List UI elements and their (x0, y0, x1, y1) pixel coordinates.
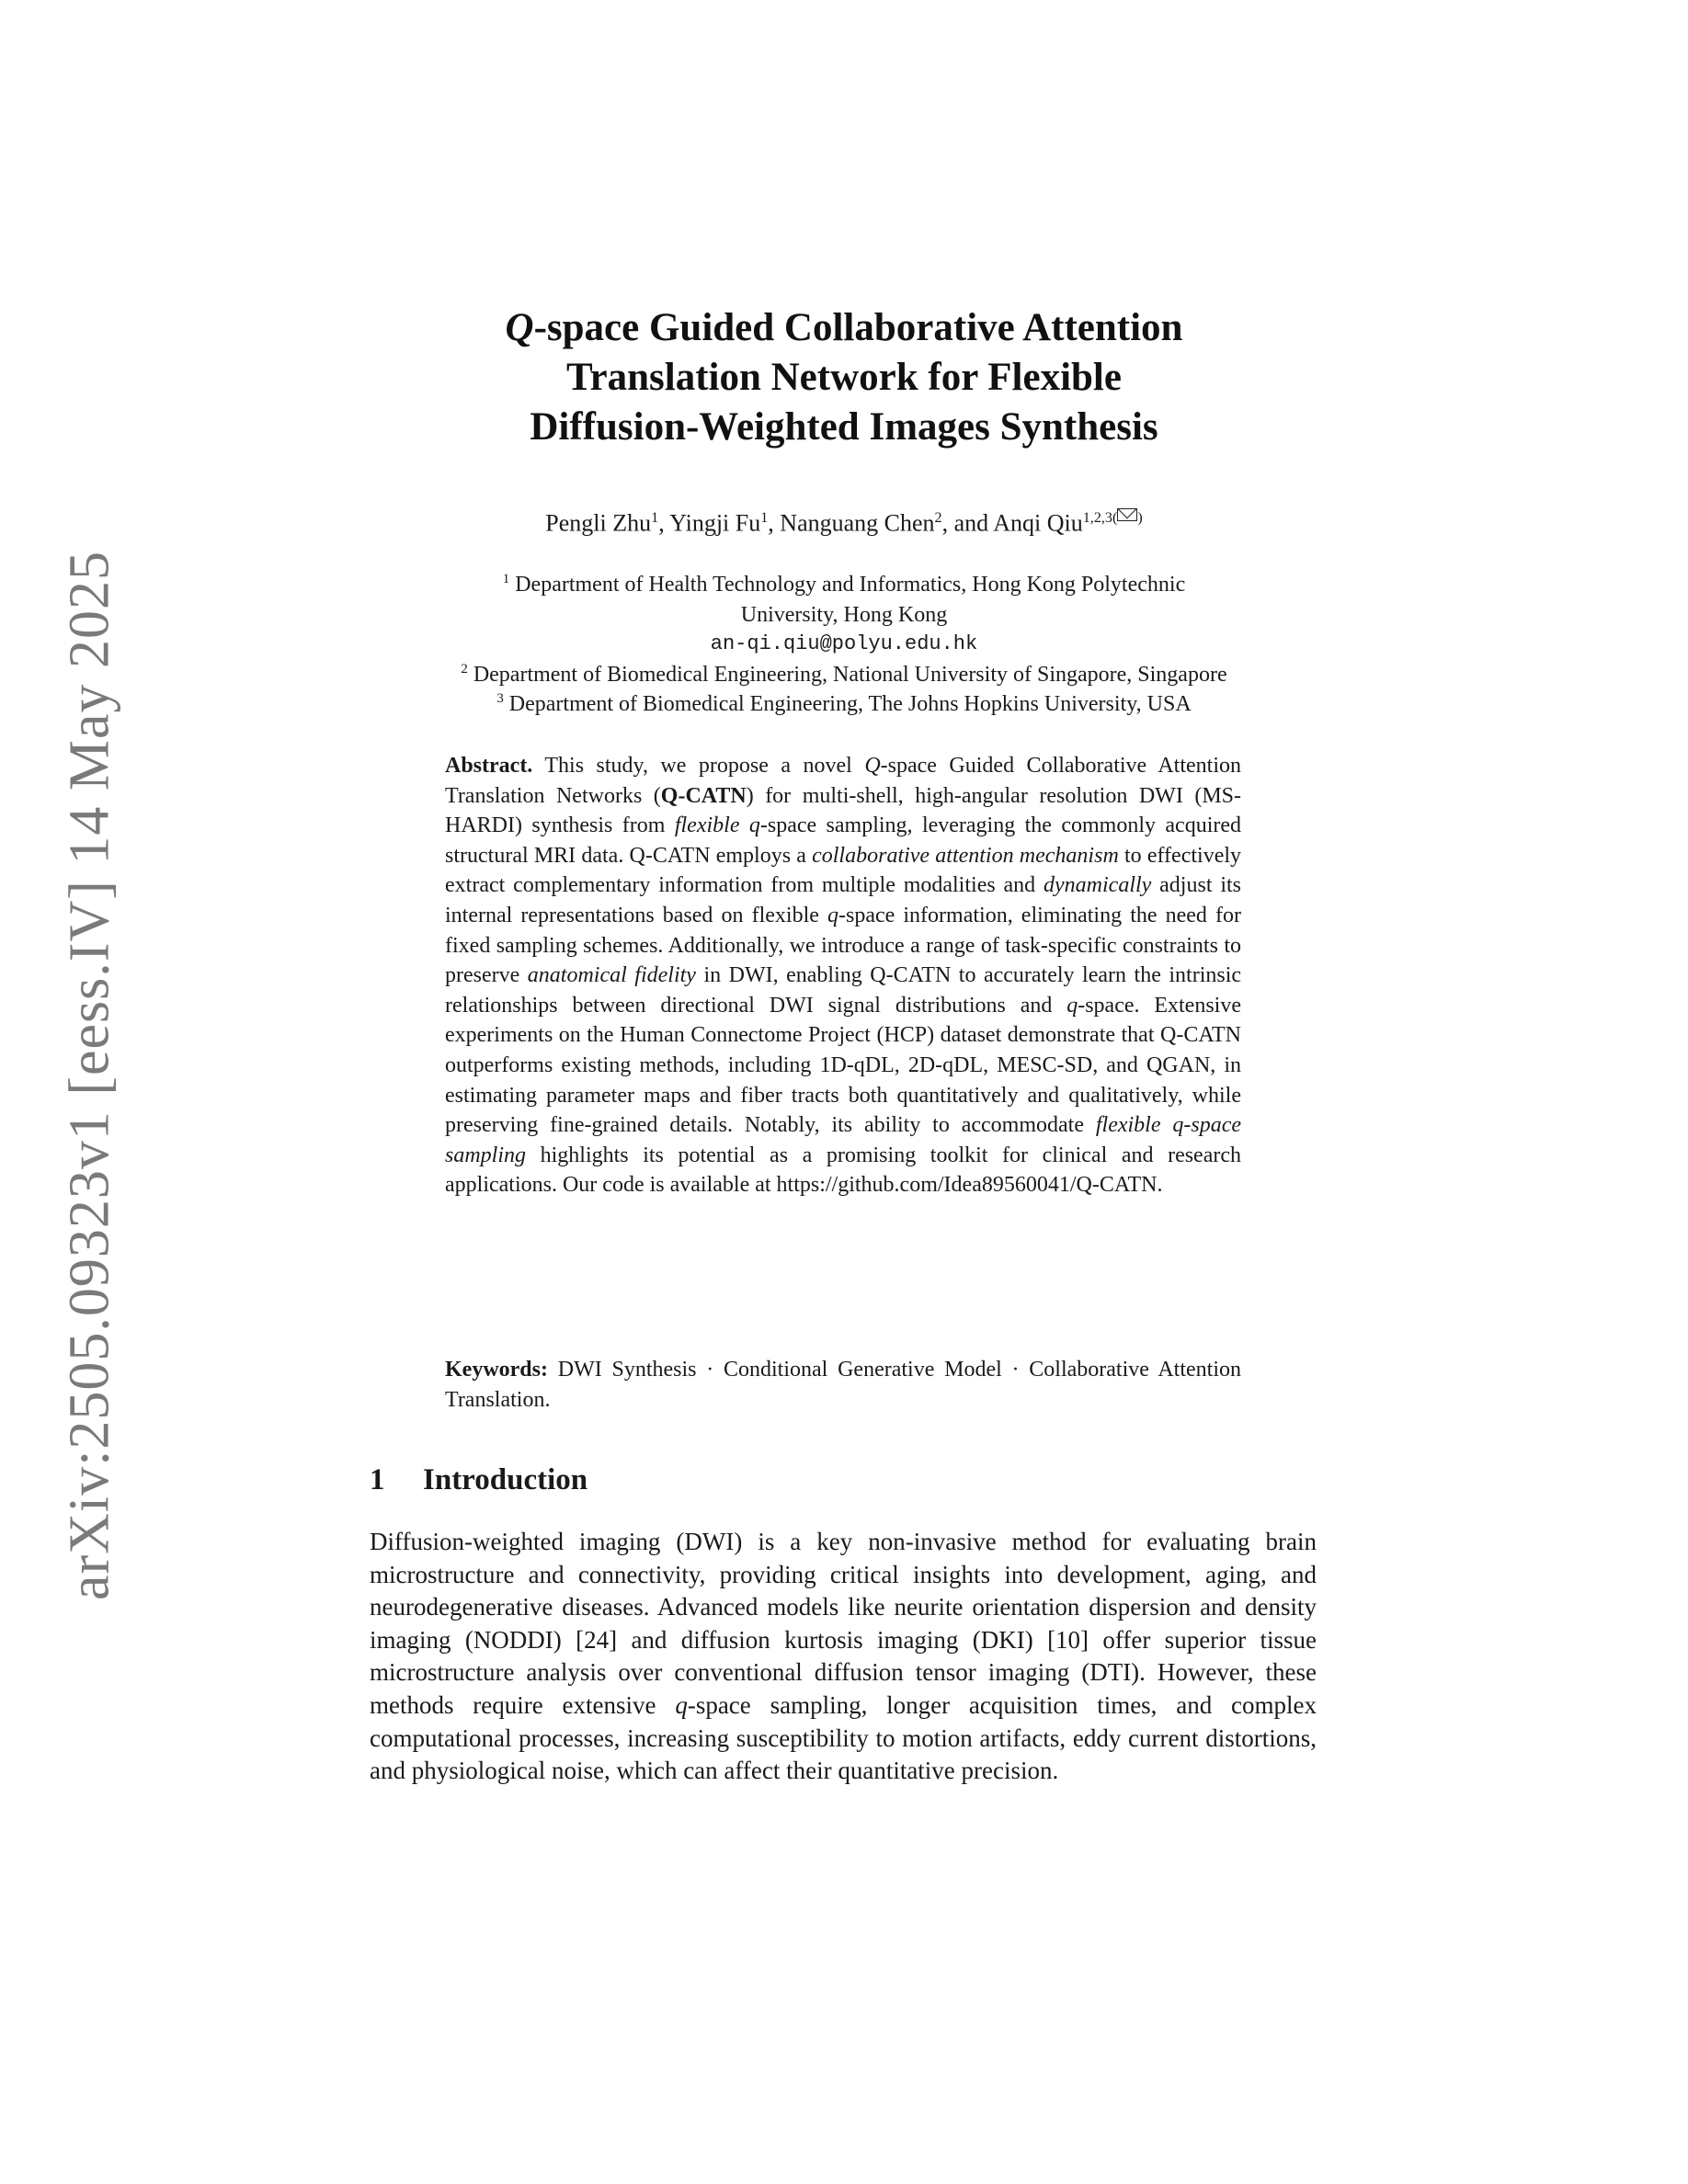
title-line-3: Diffusion-Weighted Images Synthesis (530, 405, 1158, 449)
affiliation-3 (0, 689, 1688, 720)
affiliation-1-line-1: Department of Health Technology and Informatics, Hong Kong Polytechnic (515, 573, 1186, 597)
abstract-text: in DWI, enabling Q-CATN to accurately learn the intrinsic relationships between directional DWI signal distributions and (445, 963, 1242, 1018)
affiliation-marker: 3 (496, 691, 504, 706)
affiliation-1-line-2: University, Hong Kong (740, 602, 948, 627)
abstract-italic: flexible q-space sampling (445, 1113, 1242, 1167)
abstract-text: ) for multi-shell, high-angular resolution DWI (MS-HARDI) synthesis from (445, 783, 1241, 838)
corresponding-affil-numbers: 1,2,3 (1082, 510, 1112, 526)
section-number: 1 (370, 1463, 385, 1496)
corresponding-author-name: Anqi Qiu (993, 509, 1083, 537)
section-title: Introduction (423, 1463, 588, 1496)
abstract-text: -space sampling, leveraging the commonly acquired structural MRI data. Q-CATN employs a (445, 813, 1242, 868)
arxiv-identifier-stamp: arXiv:2505.09323v1 [eess.IV] 14 May 2025 (58, 550, 121, 1601)
abstract-text: adjust its internal representations based on flexible (445, 873, 1241, 927)
affiliation-marker: 1 (502, 572, 510, 586)
abstract-italic: dynamically (1044, 873, 1152, 898)
author-affil-sup: 2 (934, 510, 942, 526)
abstract-italic: q (1066, 993, 1078, 1018)
title-line-1 (0, 303, 1688, 353)
intro-text: Diffusion-weighted imaging (DWI) is a key non-invasive method for evaluating brain microstructure and connectivity, providing critical insights into development, aging, and neurodegenerative diseases. Advanced models like neurite orientation dispersion and density imaging (NODDI) [24] and diffusion kurtosis imaging (DKI) [10] offer superior tissue microstructure analysis over conventional diffusion tensor imaging (DTI). However, these methods require extensive (370, 1528, 1317, 1719)
abstract-text: -space Guided Collaborative Attention Translation Networks ( (445, 754, 1241, 808)
abstract-text: highlights its potential as a promising toolkit for clinical and research applications. Our code is available at https://github.com/Idea89560041/Q-CATN. (445, 1143, 1242, 1198)
method-name-bold: Q-CATN (660, 783, 747, 808)
affiliation-1 (0, 570, 1688, 600)
title-q-letter: Q (505, 306, 534, 349)
abstract-italic: flexible q (674, 813, 760, 838)
intro-text: -space sampling, longer acquisition times, and complex computational processes, increasing susceptibility to motion artifacts, eddy current distortions, and physiological noise, which can affect their quantitative precision. (370, 1690, 1317, 1785)
abstract (445, 751, 1241, 1200)
corresponding-email[interactable]: an-qi.qiu@polyu.edu.hk (710, 632, 978, 655)
abstract-italic: q (827, 903, 838, 927)
author-affil-sup: 1,2,3( ) (1082, 510, 1143, 526)
abstract-italic: anatomical fidelity (527, 963, 696, 988)
keywords-label: Keywords: (445, 1358, 548, 1382)
abstract-italic: Q (864, 754, 881, 778)
affiliation-3-text: Department of Biomedical Engineering, The Johns Hopkins University, USA (508, 692, 1192, 716)
keywords (445, 1355, 1241, 1415)
introduction-paragraph (370, 1526, 1317, 1788)
abstract-text: This study, we propose a novel (544, 754, 852, 778)
abstract-text: to effectively extract complementary information from multiple modalities and (445, 843, 1242, 898)
keywords-text: DWI Synthesis · Conditional Generative Model · Collaborative Attention Translation. (445, 1358, 1242, 1412)
affiliation-marker: 2 (461, 661, 468, 677)
author-list: Pengli Zhu$^1$, Yingji Fu$^1$, Nanguang Chen$^2$, and Anqi Qiu$^{1,2,3( )}$ (545, 509, 1143, 537)
author-affil-sup: 1 (760, 510, 769, 526)
section-heading-introduction (370, 1462, 587, 1498)
abstract-text: -space information, eliminating the need for fixed sampling schemes. Additionally, we introduce a range of task-specific constraints to preserve (445, 903, 1241, 988)
abstract-label: Abstract. (445, 754, 533, 778)
affiliation-2 (0, 660, 1688, 690)
envelope-icon (1117, 508, 1137, 521)
paper-title (0, 303, 1688, 452)
title-line-1-rest: -space Guided Collaborative Attention (533, 306, 1183, 349)
affiliation-2-text: Department of Biomedical Engineering, National University of Singapore, Singapore (473, 662, 1227, 687)
author-affil-sup: 1 (651, 510, 659, 526)
author-conjunction: and (953, 509, 989, 537)
author-name: Yingji Fu (669, 509, 761, 537)
abstract-italic: collaborative attention mechanism (812, 843, 1119, 868)
affiliation-block (0, 570, 1688, 720)
title-line-2: Translation Network for Flexible (566, 356, 1122, 399)
author-name: Pengli Zhu (545, 509, 652, 537)
abstract-text: -space. Extensive experiments on the Human Connectome Project (HCP) dataset demonstrate that Q-CATN outperforms existing methods, including 1D-qDL, 2D-qDL, MESC-SD, and QGAN, in estimating parameter maps and fiber tracts both quantitatively and qualitatively, while preserving fine-grained details. Notably, its ability to accommodate (445, 993, 1241, 1138)
author-name: Nanguang Chen (780, 509, 935, 537)
intro-italic: q (675, 1690, 688, 1719)
